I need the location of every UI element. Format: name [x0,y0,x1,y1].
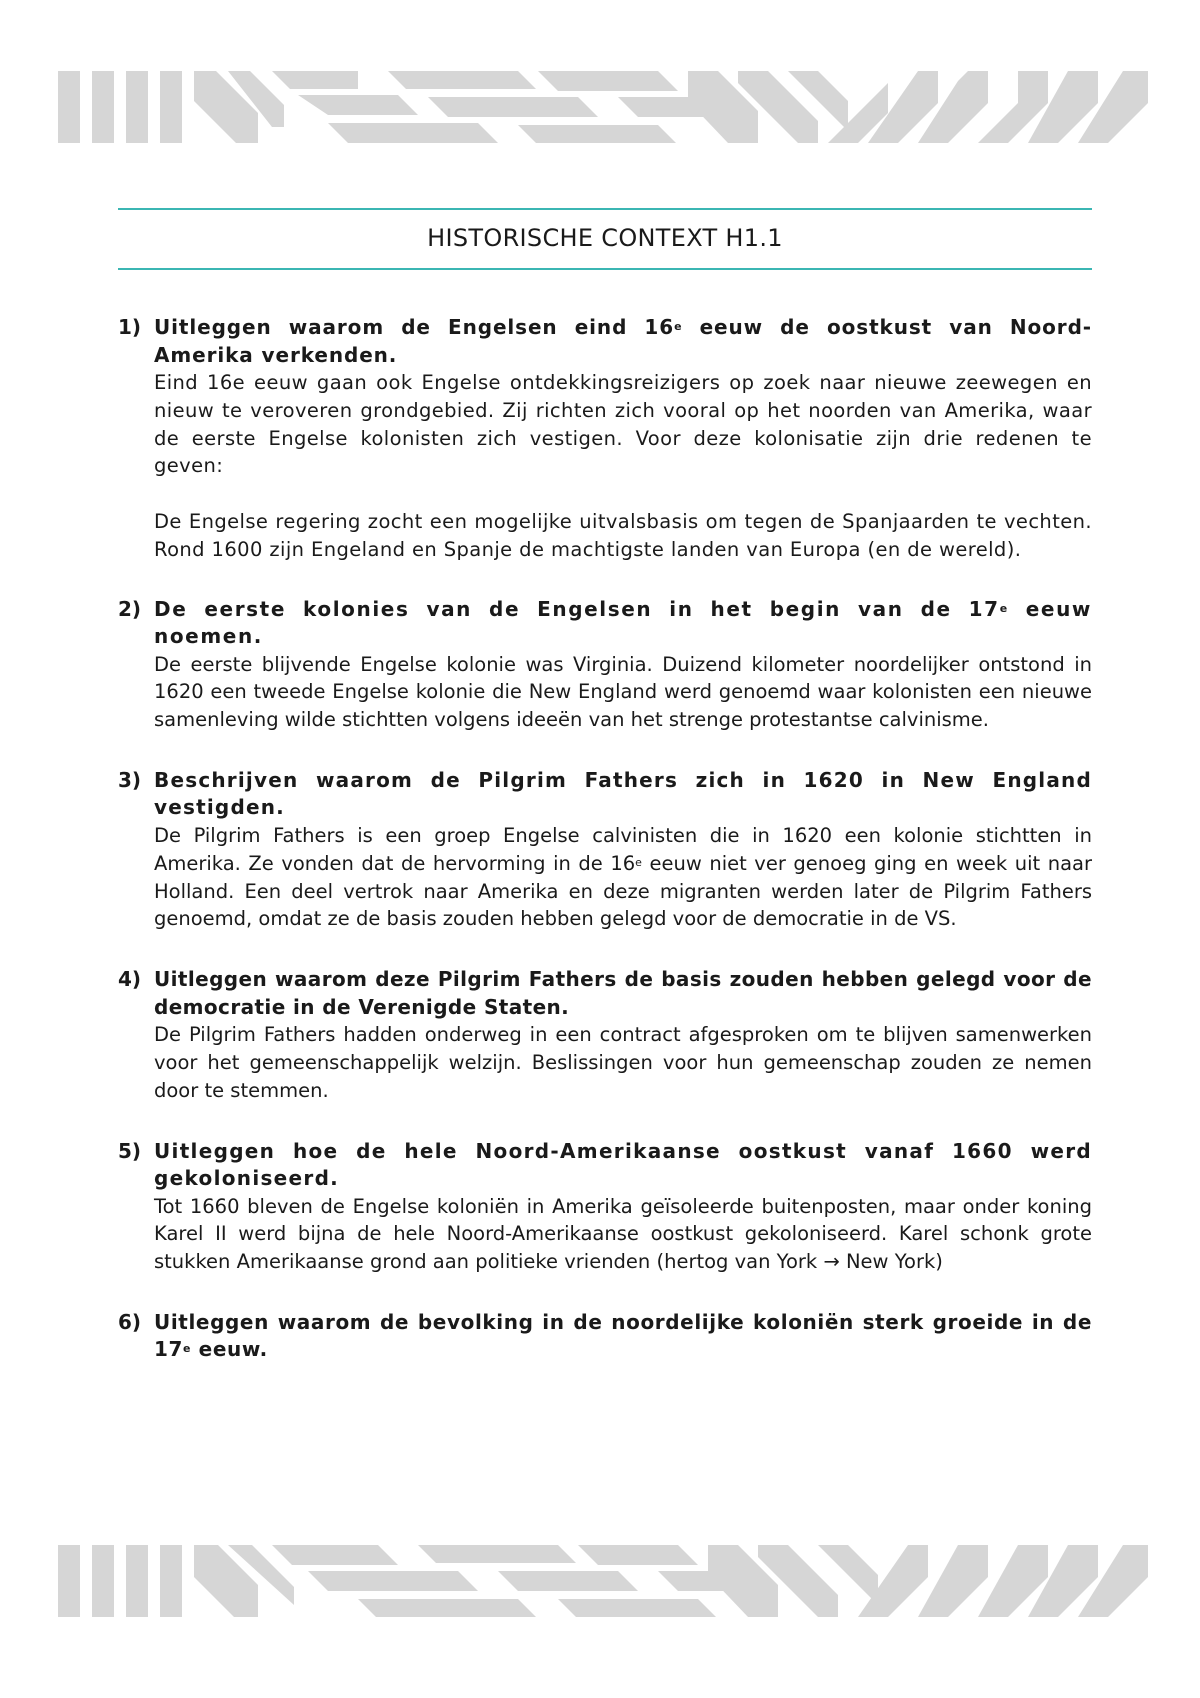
question-heading: De eerste kolonies van de Engelsen in het begin van de 17e eeuw noemen. [154,596,1092,649]
question-heading: Uitleggen waarom de bevolking in de noordelijke koloniën sterk groeide in de 17e eeuw. [154,1309,1092,1362]
question-heading: Uitleggen waarom deze Pilgrim Fathers de basis zouden hebben gelegd voor de democratie in de Verenigde Staten. [154,967,1092,1019]
question-number: 4) [118,967,142,992]
question-heading: Uitleggen waarom de Engelsen eind 16e eeuw de oostkust van Noord-Amerika verkenden. [154,315,1092,367]
question-5 [118,1138,1092,1276]
question-3 [118,767,1092,933]
question-number: 1) [118,315,142,339]
question-heading: Beschrijven waarom de Pilgrim Fathers zich in 1620 in New England vestigden. [154,767,1092,820]
footer-decorative-band [58,1545,1148,1617]
question-answer: Eind 16e eeuw gaan ook Engelse ontdekkingsreizigers op zoek naar nieuwe zeewegen en nieuw te veroveren grondgebied. Zij richten zich vooral op het noorden van Amerika, waar de eerste Engelse kolonisten zich vestigen. Voor deze kolonisatie zijn drie redenen te geven: De Engelse regering zocht een mogelijke uitvalsbasis om tegen de Spanjaarden te vechten. Rond 1600 zijn Engeland en Spanje de machtigste landen van Europa (en de wereld). [154,371,1092,561]
question-2 [118,596,1092,734]
title-bottom-rule [118,268,1092,270]
question-heading: Uitleggen hoe de hele Noord-Amerikaanse oostkust vanaf 1660 werd gekoloniseerd. [154,1138,1092,1191]
question-6 [118,1309,1092,1364]
question-number: 3) [118,767,142,792]
question-answer: Tot 1660 bleven de Engelse koloniën in Amerika geïsoleerde buitenposten, maar onder koning Karel II werd bijna de hele Noord-Amerikaanse oostkust gekoloniseerd. Karel schonk grote stukken Amerikaanse grond aan politieke vrienden (hertog van York → New York) [154,1194,1092,1274]
question-number: 6) [118,1309,142,1334]
question-number: 5) [118,1138,142,1163]
question-answer: De Pilgrim Fathers hadden onderweg in een contract afgesproken om te blijven samenwerken voor het gemeenschappelijk welzijn. Beslissingen voor hun gemeenschap zouden ze nemen door te stemmen. [154,1023,1092,1102]
header-decorative-band [58,71,1148,143]
question-answer: De eerste blijvende Engelse kolonie was Virginia. Duizend kilometer noordelijker ontstond in 1620 een tweede Engelse kolonie die New England werd genoemd waar kolonisten een nieuwe samenleving wilde stichtten volgens ideeën van het strenge protestantse calvinisme. [154,652,1092,732]
question-4 [118,966,1092,1104]
question-number: 2) [118,596,142,621]
page-title: HISTORISCHE CONTEXT H1.1 [427,224,783,252]
question-list [118,314,1092,1364]
question-answer: De Pilgrim Fathers is een groep Engelse calvinisten die in 1620 een kolonie stichtten in Amerika. Ze vonden dat de hervorming in de 16e eeuw niet ver genoeg ging en week uit naar Holland. Een deel vertrok naar Amerika en deze migranten werden later de Pilgrim Fathers genoemd, omdat ze de basis zouden hebben gelegd voor de democratie in de VS. [154,823,1093,931]
title-top-rule [118,208,1092,210]
question-1 [118,314,1092,564]
